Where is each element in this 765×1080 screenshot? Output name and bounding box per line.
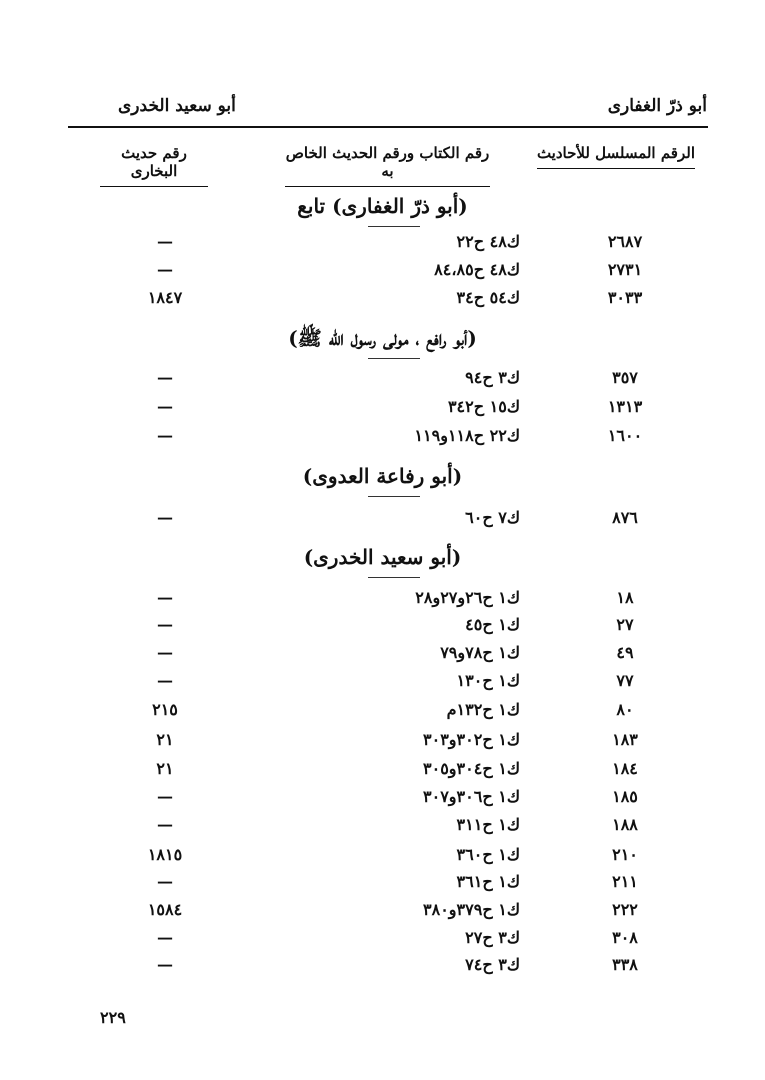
table-row [0,815,765,841]
table-row [0,397,765,423]
serial-number: ٨٧٦ [612,508,638,527]
bukhari-number: — [157,643,173,662]
table-row [0,759,765,785]
column-header-bukhari: رقم حديث البخارى [100,144,208,187]
serial-number: ٣٠٨ [612,928,638,947]
group-separator-rule [368,577,420,578]
book-hadith-ref: ك٢٢ ح١١٨و١١٩ [414,426,520,445]
column-header-book: رقم الكتاب ورقم الحديث الخاص به [285,144,490,187]
table-row [0,426,765,452]
bukhari-number: — [157,955,173,974]
table-row [0,260,765,286]
group-title: (أبو سعيد الخدرى) [303,545,462,569]
book-hadith-ref: ك٣ ح٩٤ [465,368,520,387]
bukhari-number: — [157,260,173,279]
bukhari-number: — [157,508,173,527]
book-hadith-ref: ك١ ح٧٨و٧٩ [440,643,520,662]
table-row [0,508,765,534]
serial-number: ١٨٣ [612,730,638,749]
table-row [0,872,765,898]
bukhari-number: — [157,397,173,416]
serial-number: ٢٦٨٧ [607,232,643,251]
table-row [0,955,765,981]
book-hadith-ref: ك١ ح٣٧٩و٣٨٠ [423,900,520,919]
table-row [0,615,765,641]
serial-number: ١٨ [616,588,634,607]
book-hadith-ref: ك٣ ح٧٤ [465,955,520,974]
bukhari-number: ٢١ [156,730,174,749]
group-separator-rule [368,496,420,497]
serial-number: ١٦٠٠ [607,426,643,445]
running-head-left: أبو سعيد الخدرى [118,96,236,116]
table-row [0,671,765,697]
serial-number: ١٣١٣ [607,397,643,416]
table-row [0,700,765,726]
serial-number: ٣٥٧ [612,368,638,387]
bukhari-number: ٢١ [156,759,174,778]
table-row [0,643,765,669]
book-hadith-ref: ك٣ ح٢٧ [465,928,520,947]
bukhari-number: ١٨١٥ [147,845,183,864]
group-separator-rule [368,358,420,359]
book-hadith-ref: ك١ ح٣٠٦و٣٠٧ [423,787,520,806]
table-row [0,900,765,926]
running-head-right: أبو ذرّ الغفارى [607,96,707,116]
bukhari-number: — [157,426,173,445]
table-row [0,845,765,871]
book-hadith-ref: ك١ ح١٣٢م [446,700,520,719]
book-hadith-ref: ك١ ح٣٦١ [456,872,520,891]
book-hadith-ref: ك١ ح٢٦و٢٧و٢٨ [415,588,520,607]
book-hadith-ref: ك٧ ح٦٠ [465,508,520,527]
bukhari-number: — [157,615,173,634]
table-row [0,787,765,813]
group-separator-rule [368,226,420,227]
book-hadith-ref: ك١ ح١٣٠ [456,671,520,690]
group-title: (أبو ذرّ الغفارى) تابع [297,194,468,218]
table-row [0,232,765,258]
book-hadith-ref: ك٥٤ ح٣٤ [456,288,520,307]
bukhari-number: ٢١٥ [152,700,178,719]
book-hadith-ref: ك١ ح٣١١ [456,815,520,834]
book-hadith-ref: ك١ ح٣٠٢و٣٠٣ [423,730,520,749]
group-title: (أبو رفاعة العدوى) [302,464,463,488]
bukhari-number: ١٥٨٤ [147,900,183,919]
table-row [0,368,765,394]
serial-number: ٢٧ [616,615,634,634]
table-row [0,588,765,614]
serial-number: ١٨٨ [612,815,638,834]
serial-number: ٢١١ [612,872,638,891]
header-rule [68,126,708,128]
column-header-serial: الرقم المسلسل للأحاديث [537,144,695,169]
serial-number: ٣٠٣٣ [607,288,643,307]
bukhari-number: — [157,368,173,387]
book-hadith-ref: ك١ ح٤٥ [465,615,520,634]
book-hadith-ref: ك١ ح٣٠٤و٣٠٥ [423,759,520,778]
serial-number: ١٨٤ [612,759,638,778]
bukhari-number: — [157,815,173,834]
bukhari-number: — [157,588,173,607]
serial-number: ٧٧ [616,671,634,690]
book-hadith-ref: ك١٥ ح٣٤٢ [447,397,520,416]
bukhari-number: — [157,928,173,947]
serial-number: ٨٠ [616,700,634,719]
page-number: ٢٢٩ [100,1008,126,1027]
bukhari-number: — [157,872,173,891]
book-hadith-ref: ك١ ح٣٦٠ [456,845,520,864]
bukhari-number: — [157,671,173,690]
bukhari-number: — [157,787,173,806]
group-title: (أبو رافع ، مولى رسول الله ﷺ) [288,326,477,350]
bukhari-number: — [157,232,173,251]
serial-number: ٢٧٣١ [607,260,643,279]
book-hadith-ref: ك٤٨ ح٨٤،٨٥ [434,260,520,279]
serial-number: ٢١٠ [612,845,638,864]
table-row [0,730,765,756]
table-row [0,288,765,314]
table-row [0,928,765,954]
serial-number: ٣٣٨ [612,955,638,974]
book-hadith-ref: ك٤٨ ح٢٢ [456,232,520,251]
serial-number: ٢٢٢ [612,900,638,919]
bukhari-number: ١٨٤٧ [147,288,183,307]
serial-number: ١٨٥ [612,787,638,806]
serial-number: ٤٩ [616,643,634,662]
